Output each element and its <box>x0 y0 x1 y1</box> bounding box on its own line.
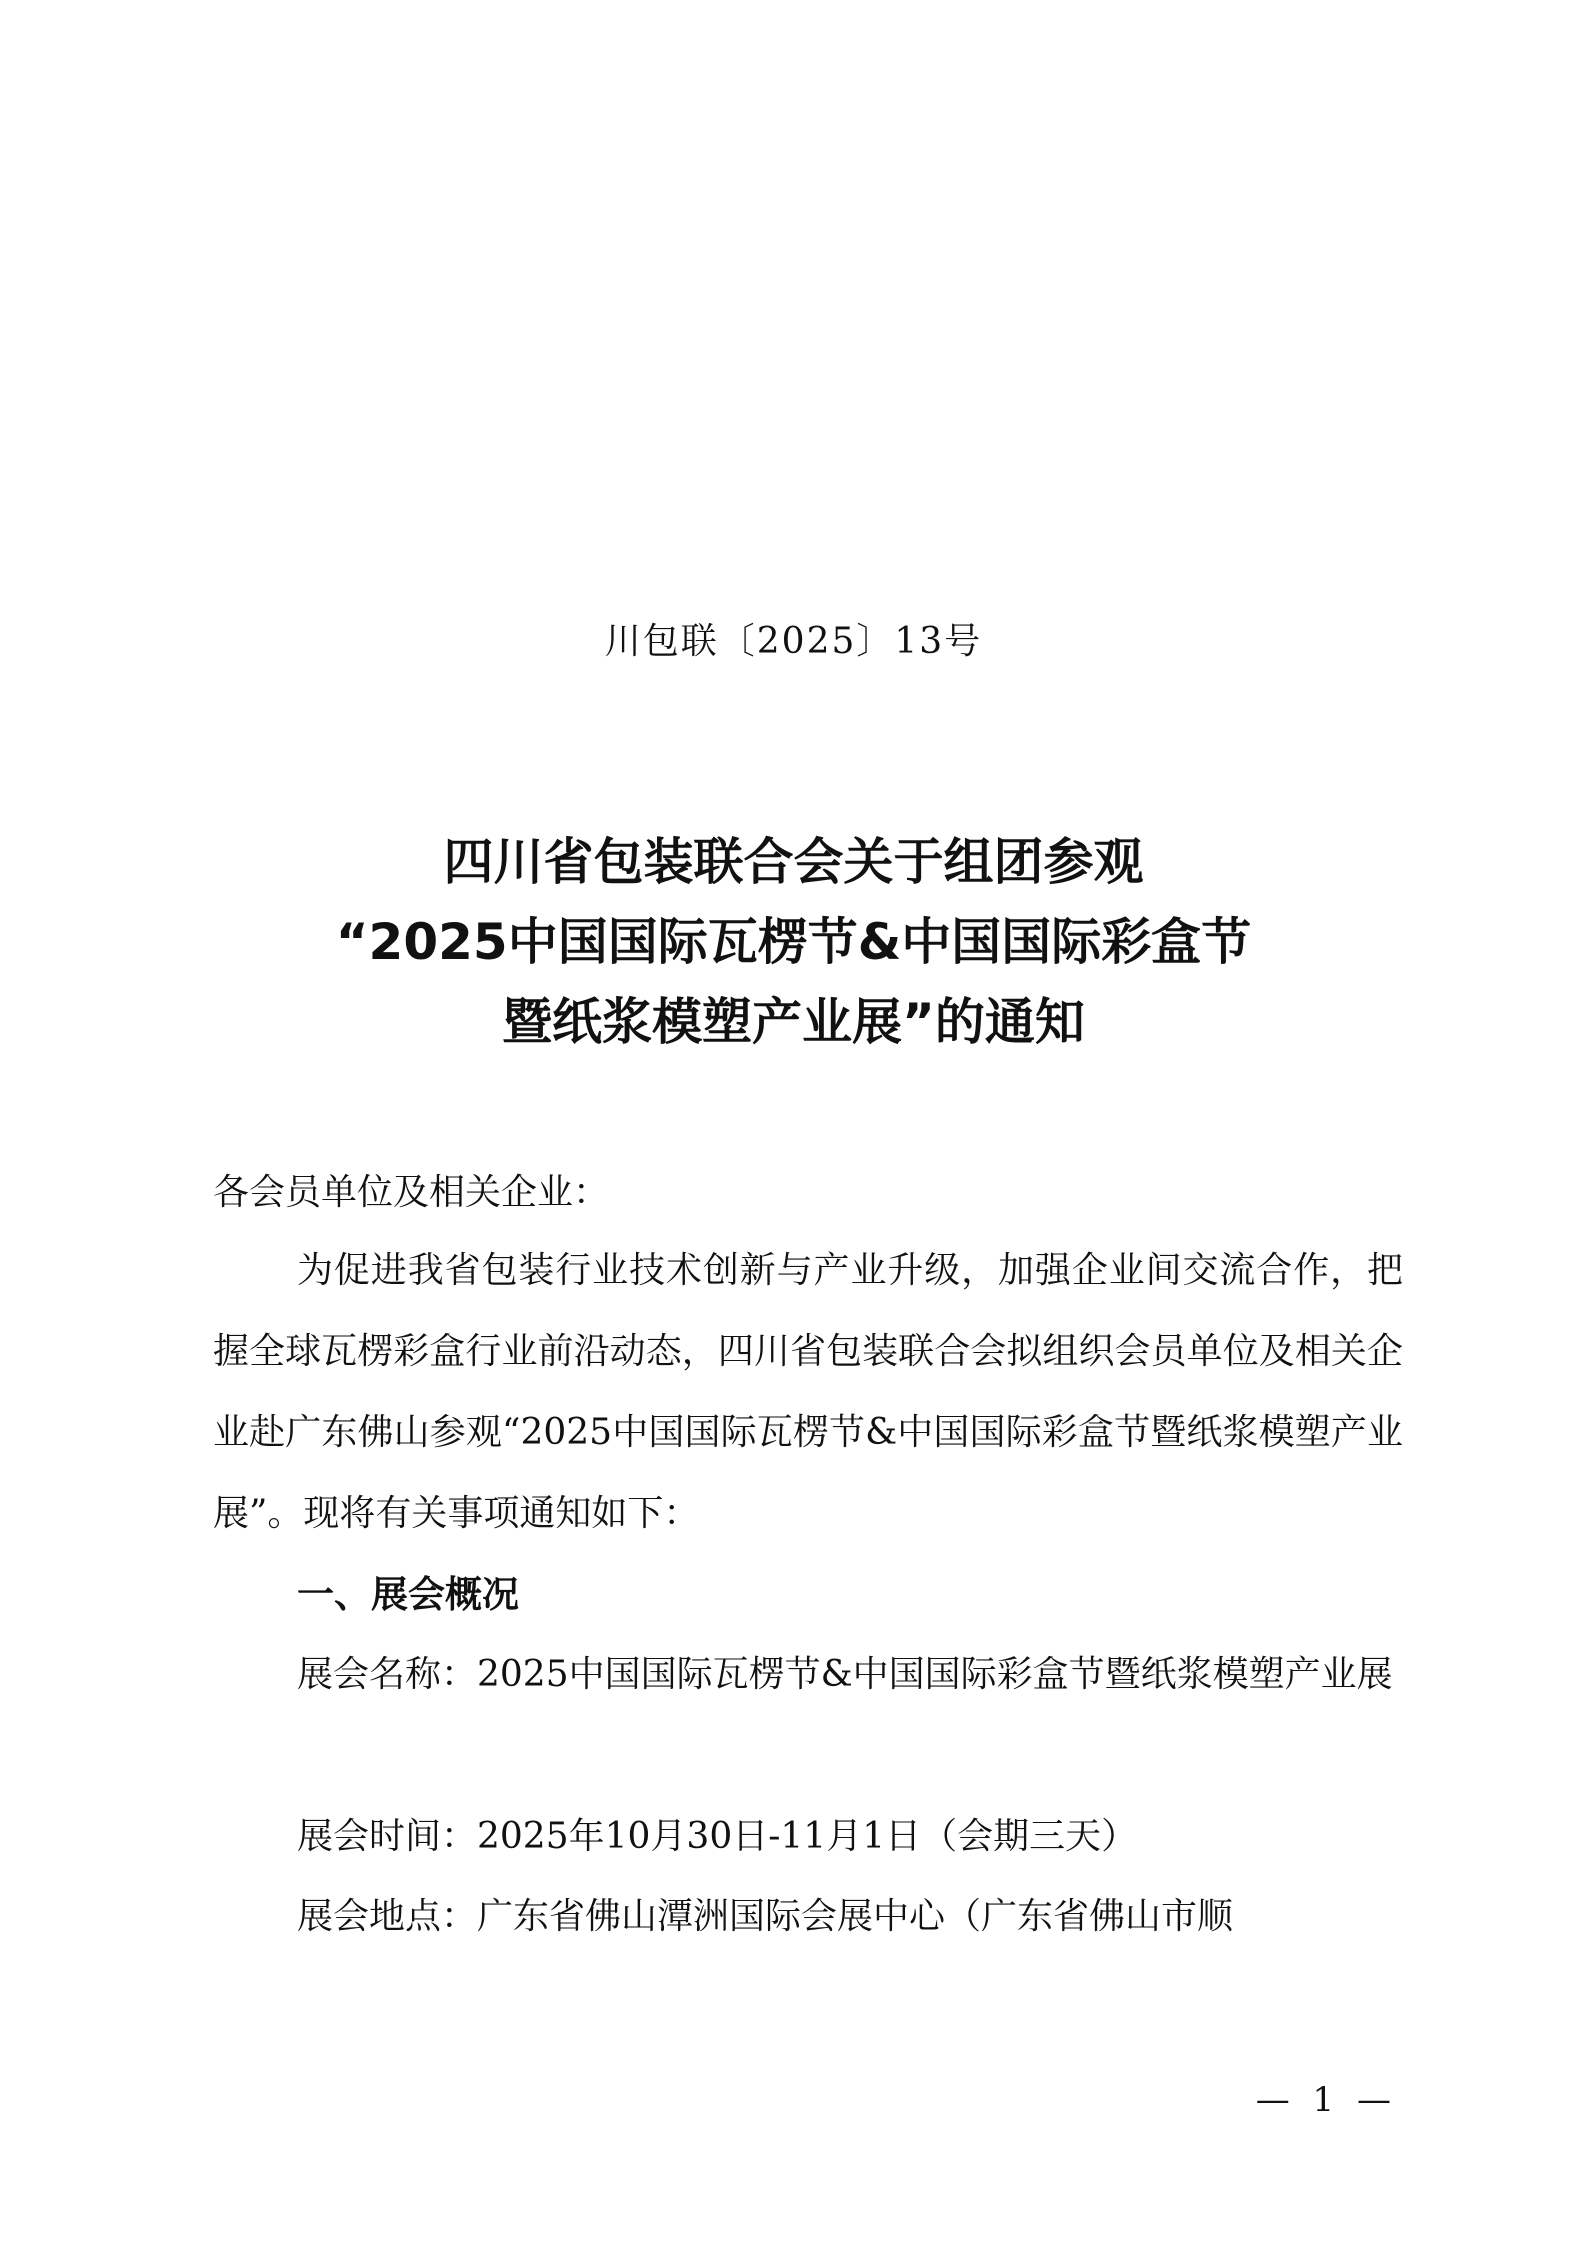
salutation: 各会员单位及相关企业： <box>213 1172 610 1213</box>
exhibition-venue-paragraph: 展会地点：广东省佛山潭洲国际会展中心（广东省佛山市顺 <box>297 1896 1234 1937</box>
page-number: — 1 — <box>1255 2080 1397 2120</box>
intro-paragraph: 为促进我省包装行业技术创新与产业升级，加强企业间交流合作，把握全球瓦楞彩盒行业前沿动态，四川省包装联合会拟组织会员单位及相关企业赴广东佛山参观“2025中国国际瓦楞节&中国国际彩盒节暨纸浆模塑产业展”。现将有关事项通知如下： <box>213 1250 1403 1534</box>
title-line-3: 暨纸浆模塑产业展”的通知 <box>502 993 1085 1051</box>
document-title <box>0 822 1587 1062</box>
section-heading: 一、展会概况 <box>297 1573 519 1616</box>
exhibition-time-paragraph: 展会时间：2025年10月30日-11月1日（会期三天） <box>297 1816 1138 1857</box>
document-number: 川包联〔2025〕13号 <box>604 621 983 662</box>
title-line-1: 四川省包装联合会关于组团参观 <box>443 833 1144 891</box>
title-line-2: “2025中国国际瓦楞节&中国国际彩盒节 <box>335 913 1252 971</box>
exhibition-name-paragraph: 展会名称：2025中国国际瓦楞节&中国国际彩盒节暨纸浆模塑产业展 <box>297 1654 1393 1695</box>
